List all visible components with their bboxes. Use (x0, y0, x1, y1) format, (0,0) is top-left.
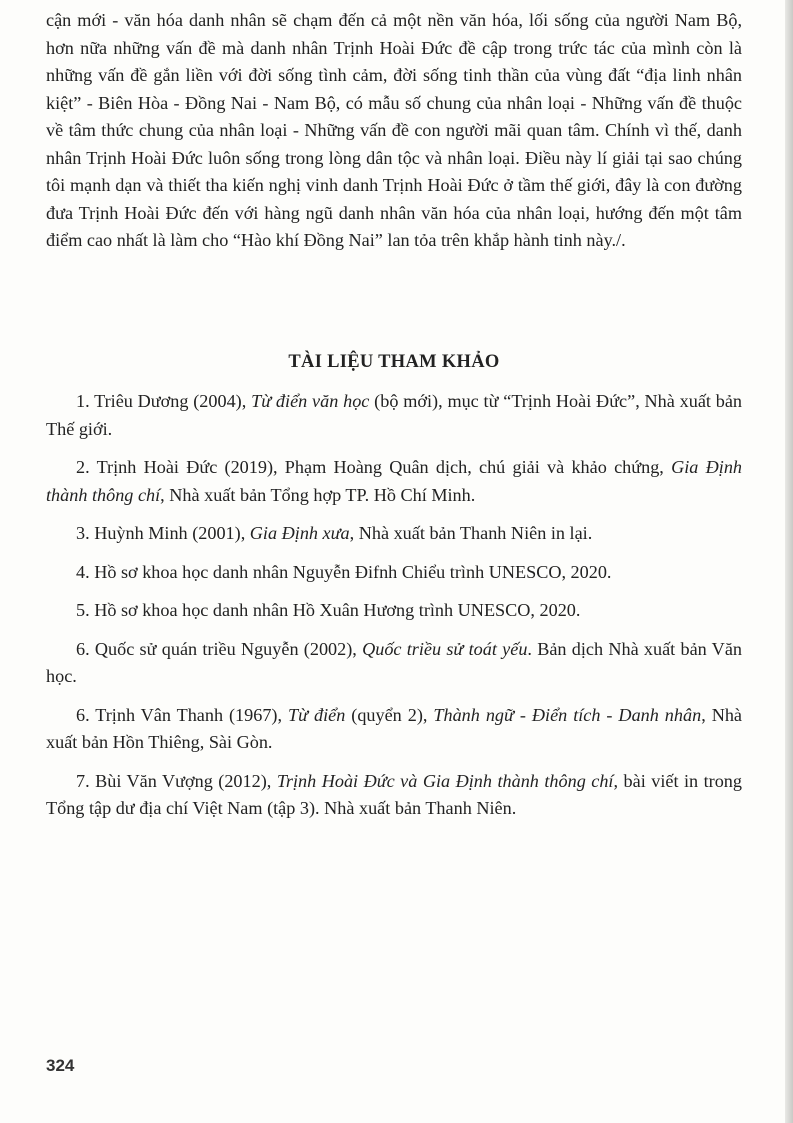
reference-text: Trịnh Hoài Đức (2019), Phạm Hoàng Quân dịch, chú giải và khảo chứng, (89, 457, 672, 477)
reference-title: Từ điển (288, 704, 346, 725)
reference-text: Hồ sơ khoa học danh nhân Hồ Xuân Hương trình UNESCO, 2020. (89, 600, 581, 620)
reference-text: . Bản dịch Nhà xuất bản Văn học. (46, 638, 742, 686)
reference-item (46, 388, 742, 443)
reference-number: 4. (76, 561, 90, 582)
reference-item (46, 636, 742, 691)
reference-item (46, 520, 742, 548)
reference-text: Huỳnh Minh (2001), (89, 523, 250, 543)
reference-number: 6. (76, 638, 90, 659)
reference-text: Triêu Dương (2004), (89, 391, 252, 411)
reference-text: , Nhà xuất bản Tổng hợp TP. Hồ Chí Minh. (160, 484, 476, 505)
reference-text: Bùi Văn Vượng (2012), (89, 770, 277, 791)
reference-title: Trịnh Hoài Đức và Gia Định thành thông chí (276, 770, 614, 791)
reference-number: 3. (76, 523, 90, 543)
reference-title: Gia Định thành thông chí (46, 457, 743, 505)
reference-text: , Nhà xuất bản Hồn Thiêng, Sài Gòn. (46, 704, 742, 752)
reference-text: (bộ mới), mục từ “Trịnh Hoài Đức”, Nhà xuất bản Thế giới. (46, 391, 743, 439)
reference-text: , bài viết in trong Tổng tập dư địa chí Việt Nam (tập 3). Nhà xuất bản Thanh Niên. (46, 770, 742, 818)
reference-title: Thành ngữ - Điển tích - Danh nhân (433, 704, 702, 725)
reference-number: 5. (76, 600, 90, 620)
reference-title: Từ điển văn học (251, 391, 370, 411)
reference-number: 7. (76, 770, 90, 791)
reference-item (46, 768, 742, 823)
references-list (46, 388, 742, 834)
reference-text: Quốc sử quán triều Nguyễn (2002), (89, 638, 363, 659)
reference-item (46, 702, 742, 757)
reference-number: 2. (76, 457, 90, 477)
reference-text: Trịnh Vân Thanh (1967), (89, 704, 288, 725)
reference-number: 6. (76, 704, 90, 725)
reference-text: Hồ sơ khoa học danh nhân Nguyễn Đifnh Chiểu trình UNESCO, 2020. (89, 561, 612, 582)
reference-number: 1. (76, 391, 90, 411)
body-paragraph: cận mới - văn hóa danh nhân sẽ chạm đến cả một nền văn hóa, lối sống của người Nam Bộ, hơn nữa những vấn đề mà danh nhân Trịnh Hoài Đức đề cập trong trức tác của mình còn là những vấn đề gắn liền với đời sống tình cảm, đời sống tinh thần của vùng đất “địa linh nhân kiệt” - Biên Hòa - Đồng Nai - Nam Bộ, có mẫu số chung của nhân loại - Những vấn đề thuộc về tâm thức chung của nhân loại - Những vấn đề con người mãi quan tâm. Chính vì thế, danh nhân Trịnh Hoài Đức luôn sống trong lòng dân tộc và nhân loại. Điều này lí giải tại sao chúng tôi mạnh dạn và thiết tha kiến nghị vinh danh Trịnh Hoài Đức ở tầm thế giới, đây là con đường đưa Trịnh Hoài Đức đến với hàng ngũ danh nhân văn hóa của nhân loại, hướng đến một tâm điểm cao nhất là làm cho “Hào khí Đồng Nai” lan tỏa trên khắp hành tinh này./. (46, 10, 742, 250)
reference-title: Quốc triều sử toát yếu (362, 638, 528, 659)
reference-item (46, 454, 742, 509)
reference-text: (quyển 2), (345, 704, 434, 725)
reference-item (46, 559, 742, 587)
reference-title: Gia Định xưa (249, 523, 350, 543)
references-heading: TÀI LIỆU THAM KHẢO (288, 352, 500, 372)
page-number: 324 (46, 1056, 75, 1075)
reference-text: , Nhà xuất bản Thanh Niên in lại. (349, 523, 593, 543)
page-edge-shadow (785, 0, 793, 1123)
reference-item (46, 597, 742, 625)
